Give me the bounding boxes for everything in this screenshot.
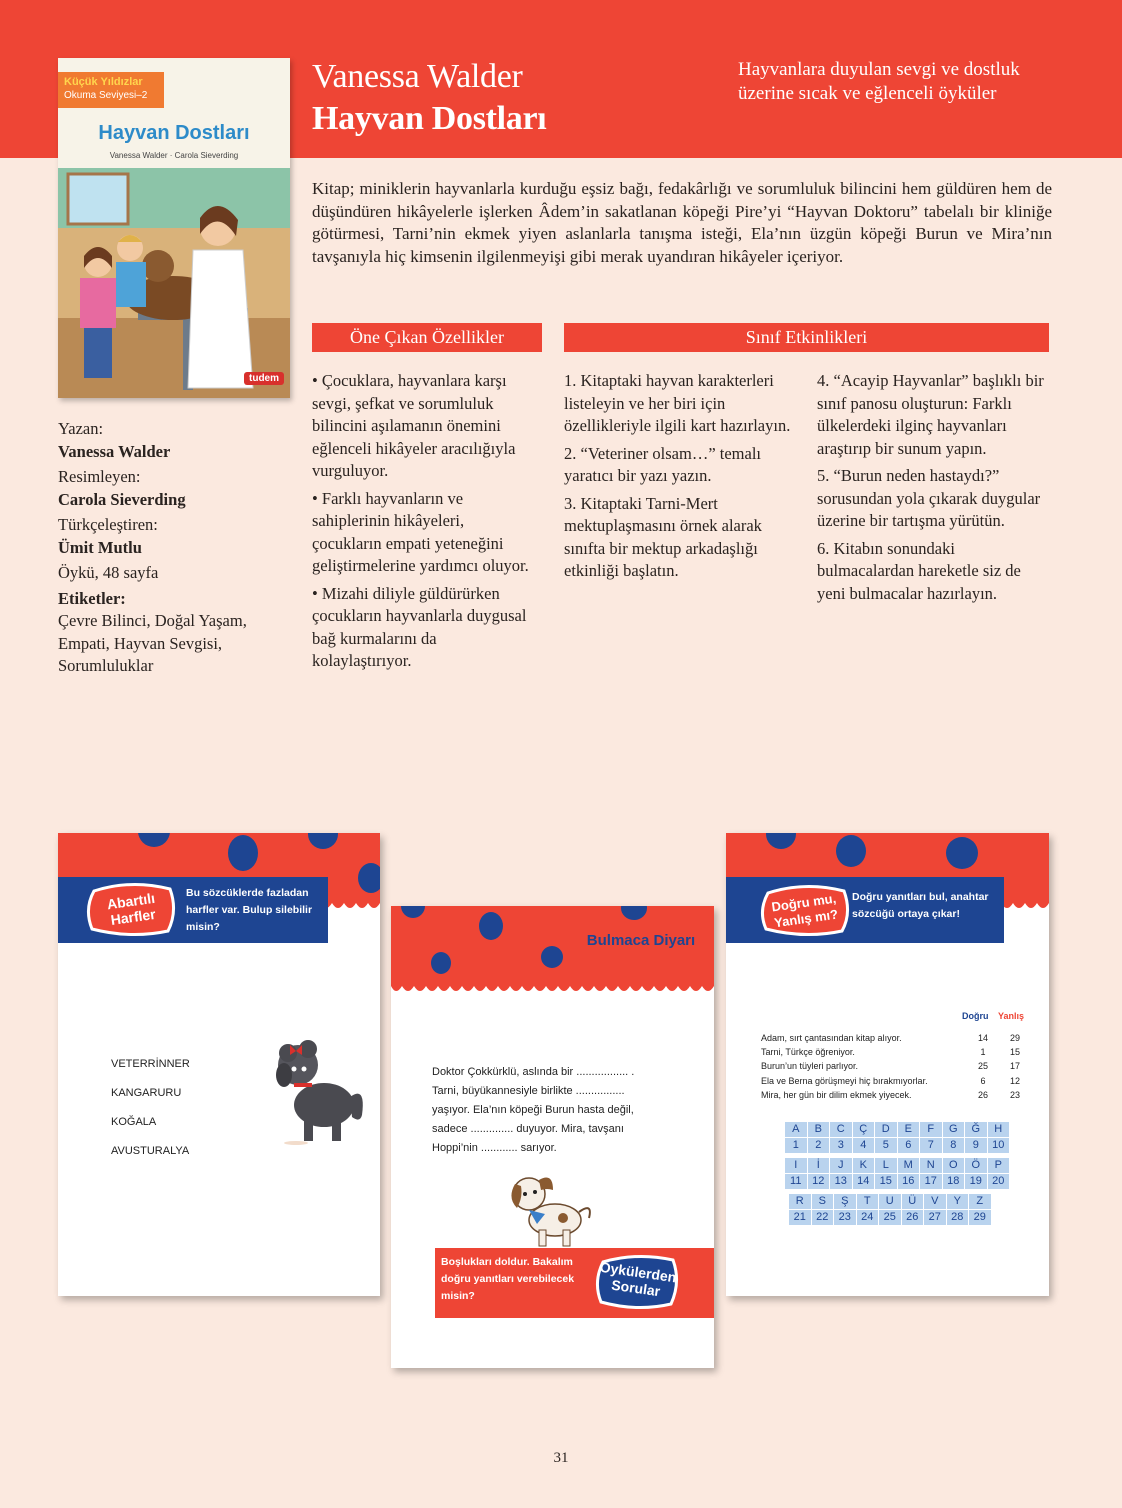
- false-code: 23: [1009, 1089, 1020, 1100]
- reading-level: Okuma Seviyesi–2: [64, 90, 148, 101]
- cipher-number: 19: [965, 1174, 988, 1190]
- activity-item: 1. Kitaptaki hayvan karakterleri listeleyin ve her biri için özellikleriyle ilgili kart hazırlayın.: [564, 371, 791, 435]
- activity-item: 3. Kitaptaki Tarni-Mert mektuplaşmasını örnek alarak sınıfta bir mektup arkadaşlığı etkinliği başlatın.: [564, 493, 762, 580]
- true-code: 25: [977, 1061, 988, 1072]
- false-code: 29: [1009, 1033, 1020, 1043]
- cipher-letter: Y: [946, 1194, 969, 1210]
- cipher-letter: D: [875, 1122, 898, 1138]
- decor-dot: [479, 912, 503, 940]
- cipher-number: 11: [785, 1174, 808, 1190]
- cipher-letter: R: [789, 1194, 812, 1210]
- ribbon-note: Boşlukları doldur. Bakalım doğru yanıtları verebilecek misin?: [441, 1256, 575, 1302]
- activity-item: 4. “Acayip Hayvanlar” başlıklı bir sınıf panosu oluşturun: Farklı ülkelerdeki ilginç hayvanları araştırıp bir sunum yapın.: [817, 371, 1044, 458]
- cipher-letter: Z: [969, 1194, 992, 1210]
- decor-dot: [836, 835, 866, 867]
- cipher-number: 4: [852, 1138, 875, 1154]
- cipher-number: 5: [875, 1138, 898, 1154]
- cipher-letter: K: [852, 1158, 875, 1174]
- statement-text: Mira, her gün bir dilim ekmek yiyecek.: [761, 1089, 912, 1100]
- cipher-number: 6: [897, 1138, 920, 1154]
- cipher-number: 2: [807, 1138, 830, 1154]
- cipher-letter: Ç: [852, 1122, 875, 1138]
- cipher-letter: Ğ: [965, 1122, 988, 1138]
- cipher-number: 21: [789, 1210, 812, 1226]
- cipher-number: 1: [785, 1138, 808, 1154]
- translator-label: Türkçeleştiren:: [58, 515, 158, 534]
- cipher-number: 7: [920, 1138, 943, 1154]
- puzzle-title: Bulmaca Diyarı: [586, 932, 696, 949]
- word-item: KANGARURU: [111, 1087, 182, 1099]
- cipher-letter: I: [785, 1158, 808, 1174]
- cipher-number: 10: [987, 1138, 1010, 1154]
- tagline: Hayvanlara duyulan sevgi ve dostluk üzerine sıcak ve eğlenceli öyküler: [738, 59, 1020, 104]
- translator-value: Ümit Mutlu: [58, 537, 142, 557]
- feature-item: • Mizahi diliyle güldürürken çocukların hayvanlarla duygusal bağ kurmalarını da kolaylaştırıyor.: [312, 583, 527, 670]
- sample-page-dogru-yanlis: [726, 833, 1049, 1296]
- series-name: Küçük Yıldızlar: [64, 76, 143, 88]
- activities-list-left: [564, 370, 792, 588]
- cipher-letter: J: [830, 1158, 853, 1174]
- decor-dot: [358, 863, 380, 893]
- cipher-number: 26: [901, 1210, 924, 1226]
- features-list: [312, 370, 534, 678]
- false-column-header: Yanlış: [998, 1011, 1025, 1021]
- series-label: [58, 72, 164, 108]
- decor-dot: [431, 952, 451, 974]
- true-code: 6: [980, 1075, 986, 1086]
- sample-page-abartili-harfler: [58, 833, 380, 1296]
- true-code: 14: [977, 1033, 988, 1043]
- statement-text: Adam, sırt çantasından kitap alıyor.: [761, 1033, 902, 1043]
- false-code: 12: [1009, 1075, 1020, 1086]
- cipher-letter: F: [920, 1122, 943, 1138]
- cipher-number: 3: [830, 1138, 853, 1154]
- statement-text: Tarni, Türkçe öğreniyor.: [761, 1047, 855, 1058]
- cipher-number: 22: [811, 1210, 834, 1226]
- cipher-number: 28: [946, 1210, 969, 1226]
- cipher-number: 24: [856, 1210, 879, 1226]
- cipher-letter: P: [987, 1158, 1010, 1174]
- cipher-letter: M: [897, 1158, 920, 1174]
- feature-item: • Farklı hayvanların ve sahiplerinin hikâyeleri, çocukların empati yeteneğini geliştirmelerine yardımcı oluyor.: [312, 488, 529, 575]
- activity-item: 6. Kitabın sonundaki bulmacalardan hareketle siz de yeni bulmacalar hazırlayın.: [817, 538, 1021, 603]
- cipher-letter: H: [987, 1122, 1010, 1138]
- cipher-letter: C: [830, 1122, 853, 1138]
- cover-authors: Vanessa Walder · Carola Sieverding: [109, 151, 239, 160]
- cipher-letter: Ö: [965, 1158, 988, 1174]
- cover-illustration: [58, 168, 290, 398]
- false-code: 15: [1009, 1047, 1020, 1058]
- cipher-letter: İ: [807, 1158, 830, 1174]
- word-item: VETERRİNNER: [111, 1058, 190, 1070]
- cipher-number: 13: [830, 1174, 853, 1190]
- cover-title: Hayvan Dostları: [98, 122, 250, 144]
- tags-label: Etiketler:: [58, 588, 126, 608]
- cipher-letter: G: [942, 1122, 965, 1138]
- word-item: KOĞALA: [111, 1116, 157, 1128]
- cipher-number: 20: [987, 1174, 1010, 1190]
- cipher-number: 29: [969, 1210, 992, 1226]
- true-code: 26: [977, 1089, 988, 1100]
- ribbon-note: Doğru yanıtları bul, anahtar sözcüğü ortaya çıkar!: [852, 891, 989, 920]
- cipher-table-2: [784, 1157, 1010, 1190]
- statement-text: Ela ve Berna görüşmeyi hiç bırakmıyorlar.: [761, 1075, 928, 1086]
- word-item: AVUSTURALYA: [111, 1145, 190, 1157]
- scallop-border: [391, 982, 714, 996]
- statement-row: [761, 1074, 1031, 1088]
- sample-page-bulmaca-diyari: [391, 906, 714, 1368]
- activity-item: 5. “Burun neden hastaydı?” sorusundan yola çıkarak duygular üzerine bir tartışma yürütün.: [817, 466, 1041, 530]
- cipher-letter: U: [879, 1194, 902, 1210]
- book-cover: [58, 58, 290, 398]
- activities-heading: Sınıf Etkinlikleri: [564, 323, 1049, 352]
- cipher-table-1: [784, 1121, 1010, 1154]
- true-code: 1: [980, 1047, 986, 1058]
- cipher-number: 15: [875, 1174, 898, 1190]
- cipher-number: 17: [920, 1174, 943, 1190]
- cipher-letter: N: [920, 1158, 943, 1174]
- ribbon-note: Bu sözcüklerde fazladan harfler var. Bulup silebilir misin?: [186, 887, 313, 933]
- statement-row: [761, 1088, 1031, 1102]
- badge-label: Doğru mu, Yanlış mı?: [770, 890, 839, 931]
- feature-item: • Çocuklara, hayvanlara karşı sevgi, şefkat ve sorumluluk bilincini aşılamanın önemini eğlenceli hikâyeler aracılığıyla vurguluyor.: [312, 371, 516, 480]
- false-code: 17: [1009, 1061, 1020, 1072]
- poodle-illustration: [266, 1025, 371, 1145]
- book-description: Kitap; miniklerin hayvanlarla kurduğu eşsiz bağı, fedakârlığı ve sorumluluk bilincini hem güldüren hem de düşündüren hikâyelerle işlerken Âdem’in sakatlanan köpeği Pire’yi “Hayvan Doktoru” tabelalı bir kliniğe götürmesi, Tarni’nin ekmek yiyen aslanlarla tanışma isteği, Ela’nın üzgün köpeği Burun ve Mira’nın tavşanıyla hiç kimsenin ilgilenmeyişi gibi merak uyandıran hikâyeler içeriyor.: [312, 179, 1052, 266]
- statement-row: [761, 1031, 1031, 1045]
- cipher-number: 25: [879, 1210, 902, 1226]
- tags-value: Çevre Bilinci, Doğal Yaşam, Empati, Hayvan Sevgisi, Sorumluluklar: [58, 611, 247, 675]
- dog-illustration: [503, 1168, 593, 1252]
- cipher-letter: Ş: [834, 1194, 857, 1210]
- decor-dot: [541, 946, 563, 968]
- cipher-number: 12: [807, 1174, 830, 1190]
- cipher-number: 18: [942, 1174, 965, 1190]
- cipher-letter: L: [875, 1158, 898, 1174]
- cipher-number: 23: [834, 1210, 857, 1226]
- author-label: Yazan:: [58, 419, 104, 438]
- activities-list-right: [817, 370, 1049, 610]
- cipher-letter: B: [807, 1122, 830, 1138]
- statement-row: [761, 1059, 1031, 1073]
- page-number: 31: [553, 1450, 569, 1466]
- fill-in-text: Doktor Çokkürklü, aslında bir ................. . Tarni, büyükannesiyle birlikte ................ yaşıyor. Ela’nın köpeği Burun hasta değil, sadece .............. duyuyor. Mira, tavşanı Hoppi’nin ............ sarıyor.: [432, 1066, 635, 1154]
- cipher-letter: T: [856, 1194, 879, 1210]
- cipher-number: 27: [924, 1210, 947, 1226]
- cipher-letter: S: [811, 1194, 834, 1210]
- book-info: Öykü, 48 sayfa: [58, 563, 159, 582]
- author-name: Vanessa Walder: [312, 58, 523, 95]
- statement-row: [761, 1045, 1031, 1059]
- illustrator-value: Carola Sieverding: [58, 489, 186, 509]
- badge-label: Öykülerden Sorular: [598, 1258, 678, 1300]
- decor-dot: [228, 835, 258, 871]
- activity-item: 2. “Veteriner olsam…” temalı yaratıcı bir yazı yazın.: [564, 443, 762, 485]
- publisher-logo: tudem: [244, 372, 284, 385]
- cipher-letter: O: [942, 1158, 965, 1174]
- cipher-number: 8: [942, 1138, 965, 1154]
- book-title: Hayvan Dostları: [312, 100, 547, 137]
- author-value: Vanessa Walder: [58, 441, 171, 461]
- statement-list: [761, 1031, 1031, 1102]
- cipher-letter: A: [785, 1122, 808, 1138]
- cipher-letter: E: [897, 1122, 920, 1138]
- cipher-number: 9: [965, 1138, 988, 1154]
- cipher-number: 16: [897, 1174, 920, 1190]
- badge-label: Abartılı Harfler: [105, 889, 157, 928]
- illustrator-label: Resimleyen:: [58, 467, 141, 486]
- cipher-table-3: [788, 1193, 992, 1226]
- decor-dot: [946, 837, 978, 869]
- credits: [58, 418, 288, 678]
- cipher-number: 14: [852, 1174, 875, 1190]
- cipher-letter: V: [924, 1194, 947, 1210]
- features-heading: Öne Çıkan Özellikler: [312, 323, 542, 352]
- cipher-letter: Ü: [901, 1194, 924, 1210]
- statement-text: Burun’un tüyleri parlıyor.: [761, 1061, 859, 1072]
- word-list: [111, 1058, 190, 1174]
- true-column-header: Doğru: [962, 1011, 989, 1021]
